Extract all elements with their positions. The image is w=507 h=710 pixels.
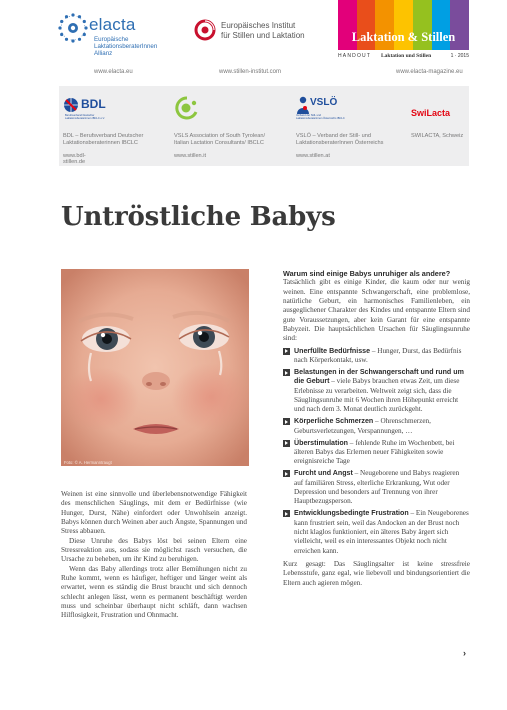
- cause-text: – Ein Neugeborenes kann frustriert sein, weil das Andocken an der Brust noch nicht klaglos funktioniert, ein älteres Baby ärgert sich vielleicht, weil es ein interessantes Objekt noch nicht erreichen kann.: [294, 509, 469, 555]
- bdl-url[interactable]: www.bdl-stillen.de: [63, 153, 86, 165]
- elacta-subtitle: Europäische LaktationsberaterInnen Allianz: [94, 36, 158, 57]
- vslo-url[interactable]: www.stillen.at: [296, 153, 330, 159]
- arrow-bullet-icon: [283, 510, 290, 517]
- cause-text: – Ohrenschmerzen, Geburtsverletzungen, Verspannungen, …: [294, 417, 431, 435]
- cause-text: – Hunger, Durst, das Bedürfnis nach Körperkontakt, usw.: [294, 346, 462, 365]
- cause-text: – fehlende Ruhe im Wochenbett, bei älteren Babys das Erlernen neuer Fähigkeiten sowie ereignisreiche Tage: [294, 438, 455, 466]
- elacta-logo: [56, 9, 186, 64]
- vslo-logo-subtext: Verband der Still- und Laktationsberaterinnen Österreichs IBCLC: [296, 114, 345, 120]
- vsls-description: VSLS Association of South Tyrolean/ Italian Lactation Consultants/ IBCLC: [174, 133, 266, 146]
- cause-title: Furcht und Angst: [294, 469, 353, 478]
- magazine-title: Laktation & Stillen: [351, 30, 456, 44]
- bdl-logo-subtext: Berufsverband Deutscher Laktationsberaterinnen IBCLC e.V.: [65, 114, 105, 120]
- institute-name: Europäisches Institut für Stillen und Laktation: [221, 21, 305, 40]
- vslo-description: VSLÖ – Verband der Still- und LaktationsberaterInnen Österreichs: [296, 133, 384, 146]
- cause-item: [283, 417, 470, 436]
- left-paragraph: Weinen ist eine sinnvolle und überlebensnotwendige Fähigkeit des menschlichen Säuglings, mit dem er Bedürfnisse (wie Hunger, Durst, Nähe) einfordert oder Unwohlsein anzeigt. Babys können durch Weinen aber auch Ängste, Spannungen und Stress abbauen.: [61, 490, 247, 536]
- cause-title: Belastungen in der Schwangerschaft und rund um die Geburt: [294, 368, 464, 386]
- magazine-url[interactable]: www.elacta-magazine.eu: [396, 69, 463, 75]
- arrow-bullet-icon: [283, 470, 290, 477]
- cause-text: – viele Babys brauchen etwas Zeit, um diese Erlebnisse zu verarbeiten. Weltweit zeigt sich, dass die Säuglingsunruhe mit 6 Wochen ihren Höhepunkt erreicht und nach dem 3. Monat deutlich zurückgeht.: [294, 377, 460, 414]
- elacta-url[interactable]: www.elacta.eu: [94, 69, 133, 75]
- left-paragraph: Wenn das Baby allerdings trotz aller Bemühungen nicht zu Ruhe kommt, wenn es häufiger, heftiger und länger weint als erwartet, wenn es ständig die Brust braucht und sich dennoch schlecht anlegen lässt, wenn es permanent beschäftigt werden muss und scheinbar überhaupt nicht schläft, dann wachsen Hilflosigkeit, Frustration und Ohnmacht.: [61, 564, 247, 620]
- vslo-mother-icon: [296, 96, 310, 114]
- crying-baby-illustration: [61, 269, 249, 466]
- cause-title: Entwicklungsbedingte Frustration: [294, 509, 409, 518]
- cause-title: Unerfüllte Bedürfnisse: [294, 346, 371, 355]
- vslo-logo-text: VSLÖ: [310, 97, 338, 108]
- institute-url[interactable]: www.stillen-institut.com: [219, 69, 282, 75]
- handout-label: HANDOUT: [338, 53, 372, 59]
- vsls-url[interactable]: www.stillen.it: [174, 153, 207, 159]
- section-heading: Warum sind einige Babys unruhiger als andere?: [283, 269, 451, 278]
- cause-item: [283, 469, 470, 506]
- arrow-bullet-icon: [283, 418, 290, 425]
- partner-band: [59, 86, 469, 166]
- bdl-logo: [63, 95, 183, 123]
- institute-mark-icon: [194, 19, 216, 41]
- photo-credit: Foto: © A. Hermanntraugt: [64, 460, 112, 465]
- handout-issue: 1 · 2015: [450, 53, 469, 59]
- cause-title: Körperliche Schmerzen: [294, 417, 374, 426]
- cause-item: [283, 509, 470, 556]
- outro-paragraph: Kurz gesagt: Das Säuglingsalter ist keine stressfreie Lebensstufe, ganz egal, wie liebevoll und bindungsorientiert die Eltern auch agieren mögen.: [283, 559, 470, 587]
- page-title: Untröstliche Babys: [61, 202, 336, 232]
- left-text-column: [61, 490, 247, 621]
- cause-item: [283, 347, 470, 366]
- vsls-logo: [174, 95, 214, 123]
- elacta-name: elacta: [89, 15, 136, 34]
- crying-baby-photo: [61, 269, 249, 466]
- left-paragraph: Diese Unruhe des Babys löst bei seinen Eltern eine Stressreaktion aus, sodass sie möglichst rasch versuchen, die Ursache zu beheben, um ihr Kind zu beruhigen.: [61, 536, 247, 564]
- arrow-bullet-icon: [283, 440, 290, 447]
- bdl-description: BDL – Berufsverband Deutscher Laktationsberaterinnen IBCLC: [63, 133, 144, 146]
- swilacta-logo: [411, 95, 466, 123]
- cause-text: – Neugeborene und Babys reagieren auf familiären Stress, elterliche Erkrankung, Wut oder Depression und besonders auf Trennung von ihrer Hauptbezugsperson.: [294, 469, 460, 506]
- bdl-globe-icon: [63, 97, 79, 113]
- arrow-bullet-icon: [283, 369, 290, 376]
- vslo-logo: [296, 95, 406, 123]
- next-page-arrow-icon[interactable]: ›: [463, 648, 466, 658]
- vsls-mother-child-icon: [174, 95, 200, 121]
- swilacta-logo-text: SwiLacta: [411, 108, 451, 118]
- right-text-column: [283, 269, 470, 588]
- cause-item: [283, 439, 470, 467]
- cause-title: Überstimulation: [294, 438, 348, 447]
- cause-item: [283, 368, 470, 415]
- arrow-bullet-icon: [283, 348, 290, 355]
- swilacta-description: SWILACTA, Schweiz: [411, 133, 464, 139]
- bdl-logo-text: BDL: [81, 97, 106, 111]
- handout-magazine-name: Laktation und Stillen: [381, 53, 432, 59]
- institute-logo: [194, 17, 344, 47]
- eu-stars-icon: [56, 11, 90, 45]
- intro-paragraph: Tatsächlich gibt es einige Kinder, die kaum oder nur wenig weinen. Eine entspannte Schwangerschaft, eine problemlose, natürliche Geburt, ein harmonisches Familienleben, ein ausgeglichener Charakter des Kindes und entspannte Eltern sind gute Voraussetzungen, aber kein Garant für eine entspannte Babyzeit. Die hauptsächlichen Ursachen für Säuglingsunruhe sind:: [283, 278, 470, 343]
